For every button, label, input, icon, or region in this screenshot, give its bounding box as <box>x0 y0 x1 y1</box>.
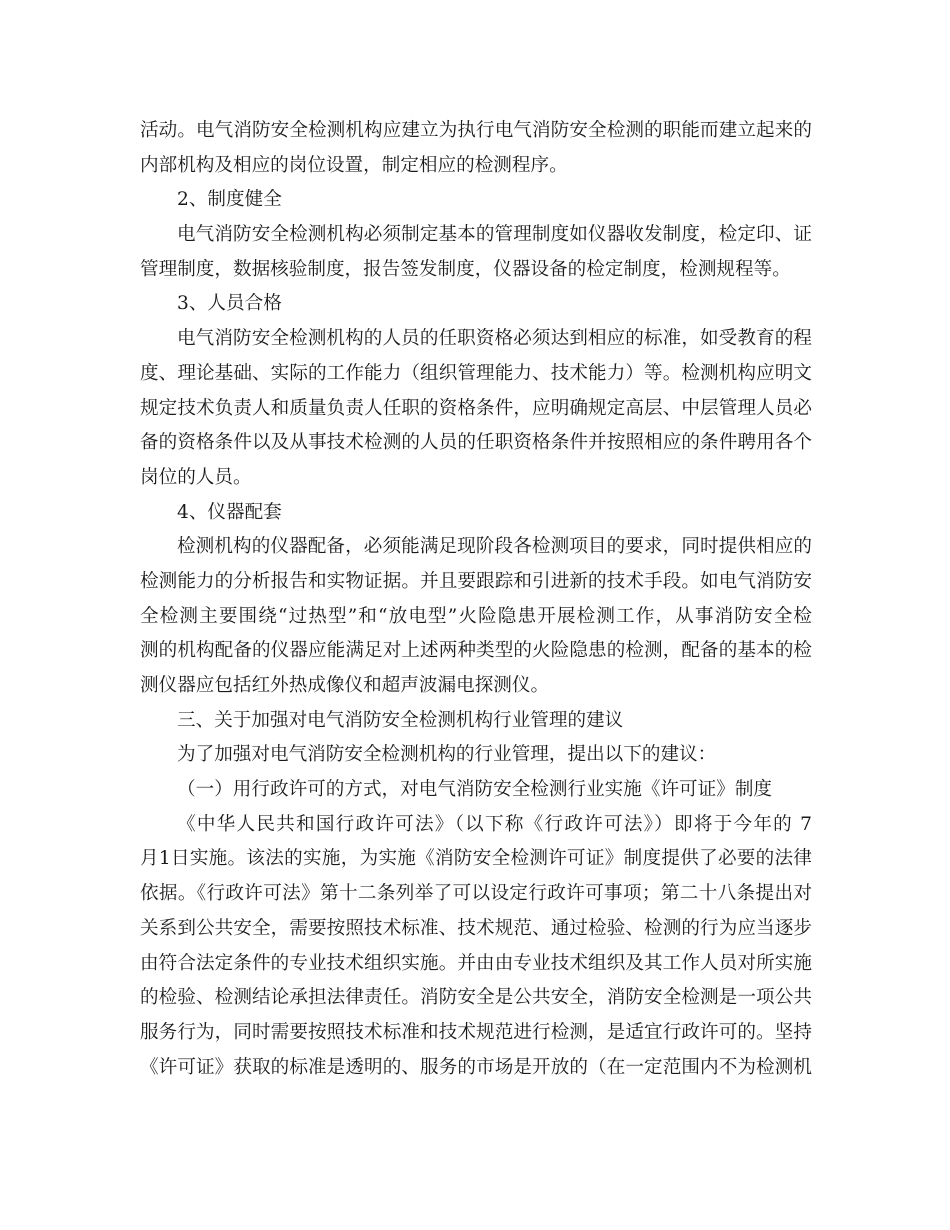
text-line: （一）用行政许可的方式，对电气消防安全检测行业实施《许可证》制度 <box>177 779 773 801</box>
text-line: 规定技术负责人和质量负责人任职的资格条件，应明确规定高层、中层管理人员必 <box>140 397 812 419</box>
text-line: 活动。电气消防安全检测机构应建立为执行电气消防安全检测的职能而建立起来的 <box>140 120 812 141</box>
text-line: 测的机构配备的仪器应能满足对上述两种类型的火险隐患的检测，配备的基本的检 <box>140 640 812 662</box>
text-line: 备的资格条件以及从事技术检测的人员的任职资格条件并按照相应的条件聘用各个 <box>140 432 812 454</box>
text-line: 管理制度，数据核验制度，报告签发制度，仪器设备的检定制度，检测规程等。 <box>140 258 791 280</box>
text-line: 2、制度健全 <box>177 189 282 211</box>
text-line: 为了加强对电气消防安全检测机构的行业管理，提出以下的建议： <box>177 744 717 766</box>
text-line: 《许可证》获取的标准是透明的、服务的市场是开放的（在一定范围内不为检测机 <box>140 1056 812 1078</box>
text-line: 《中华人民共和国行政许可法》（以下称《行政许可法》）即将于今年的 7 <box>177 813 812 835</box>
document-body <box>140 114 812 1085</box>
text-line: 3、人员合格 <box>177 293 282 315</box>
text-line: 度、理论基础、实际的工作能力（组织管理能力、技术能力）等。检测机构应明文 <box>140 362 812 384</box>
text-line: 内部机构及相应的岗位设置，制定相应的检测程序。 <box>140 154 568 176</box>
text-line: 关系到公共安全，需要按照技术标准、技术规范、通过检验、检测的行为应当逐步 <box>140 917 812 939</box>
text-line: 岗位的人员。 <box>140 466 252 488</box>
text-line: 服务行为，同时需要按照技术标准和技术规范进行检测，是适宜行政许可的。坚持 <box>140 1021 812 1043</box>
text-line: 4、仪器配套 <box>177 501 282 523</box>
text-line: 电气消防安全检测机构必须制定基本的管理制度如仪器收发制度，检定印、证 <box>177 224 812 246</box>
text-line: 的检验、检测结论承担法律责任。消防安全是公共安全，消防安全检测是一项公共 <box>140 987 812 1009</box>
text-line: 三、关于加强对电气消防安全检测机构行业管理的建议 <box>177 709 624 731</box>
text-line: 测仪器应包括红外热成像仪和超声波漏电探测仪。 <box>140 675 550 696</box>
text-line: 依据。《行政许可法》第十二条列举了可以设定行政许可事项；第二十八条提出对 <box>140 883 812 905</box>
text-line: 检测能力的分析报告和实物证据。并且要跟踪和引进新的技术手段。如电气消防安 <box>140 570 812 592</box>
text-line: 检测机构的仪器配备，必须能满足现阶段各检测项目的要求，同时提供相应的 <box>177 536 812 558</box>
text-line: 月1日实施。该法的实施，为实施《消防安全检测许可证》制度提供了必要的法律 <box>140 848 812 870</box>
text-line: 由符合法定条件的专业技术组织实施。并由由专业技术组织及其工作人员对所实施 <box>140 952 812 974</box>
text-line: 全检测主要围绕“过热型”和“放电型”火险隐患开展检测工作，从事消防安全检 <box>140 605 812 627</box>
text-line: 电气消防安全检测机构的人员的任职资格必须达到相应的标准，如受教育的程 <box>177 328 812 350</box>
